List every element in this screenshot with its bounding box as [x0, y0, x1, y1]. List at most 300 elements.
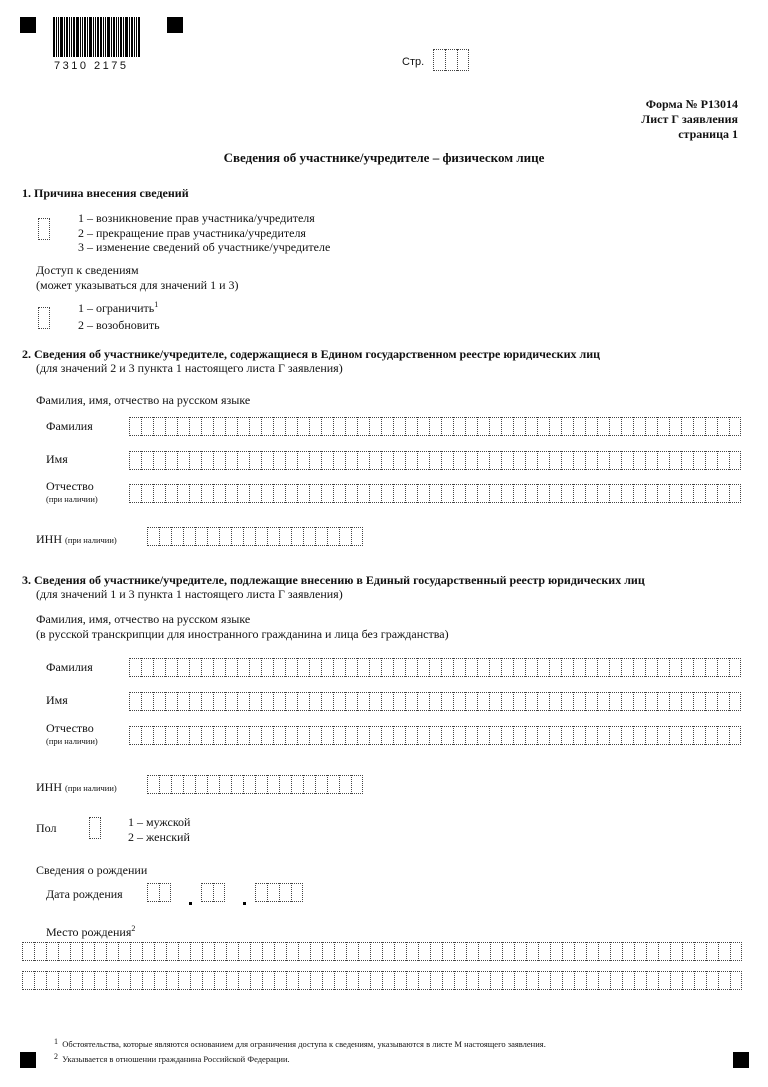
char-cell[interactable] — [147, 527, 159, 546]
char-cell[interactable] — [658, 971, 670, 990]
char-cell[interactable] — [405, 658, 417, 677]
char-cell[interactable] — [537, 692, 549, 711]
char-cell[interactable] — [561, 726, 573, 745]
char-cell[interactable] — [597, 417, 609, 436]
char-cell[interactable] — [345, 451, 357, 470]
char-cell[interactable] — [357, 417, 369, 436]
access-code-cell[interactable] — [38, 307, 50, 329]
char-cell[interactable] — [274, 971, 286, 990]
char-cell[interactable] — [393, 484, 405, 503]
char-cell[interactable] — [405, 484, 417, 503]
char-cell[interactable] — [334, 971, 346, 990]
char-cell[interactable] — [321, 417, 333, 436]
char-cell[interactable] — [141, 451, 153, 470]
char-cell[interactable] — [285, 658, 297, 677]
char-cell[interactable] — [321, 451, 333, 470]
char-cell[interactable] — [201, 883, 213, 902]
char-cell[interactable] — [237, 417, 249, 436]
char-cell[interactable] — [189, 484, 201, 503]
char-cell[interactable] — [573, 692, 585, 711]
char-cell[interactable] — [597, 451, 609, 470]
char-cell[interactable] — [334, 942, 346, 961]
char-cell[interactable] — [213, 484, 225, 503]
char-cell[interactable] — [489, 484, 501, 503]
char-cell[interactable] — [610, 942, 622, 961]
char-cell[interactable] — [346, 942, 358, 961]
char-cell[interactable] — [418, 942, 430, 961]
char-cell[interactable] — [129, 451, 141, 470]
birth-place-input-row1[interactable] — [22, 942, 742, 961]
char-cell[interactable] — [189, 692, 201, 711]
char-cell[interactable] — [406, 971, 418, 990]
char-cell[interactable] — [249, 726, 261, 745]
char-cell[interactable] — [333, 692, 345, 711]
char-cell[interactable] — [201, 692, 213, 711]
char-cell[interactable] — [537, 484, 549, 503]
char-cell[interactable] — [693, 451, 705, 470]
char-cell[interactable] — [129, 417, 141, 436]
char-cell[interactable] — [669, 417, 681, 436]
char-cell[interactable] — [225, 726, 237, 745]
char-cell[interactable] — [195, 775, 207, 794]
char-cell[interactable] — [285, 484, 297, 503]
char-cell[interactable] — [453, 451, 465, 470]
char-cell[interactable] — [333, 658, 345, 677]
char-cell[interactable] — [669, 451, 681, 470]
char-cell[interactable] — [214, 971, 226, 990]
char-cell[interactable] — [489, 692, 501, 711]
char-cell[interactable] — [153, 417, 165, 436]
char-cell[interactable] — [585, 658, 597, 677]
char-cell[interactable] — [202, 971, 214, 990]
char-cell[interactable] — [573, 417, 585, 436]
char-cell[interactable] — [513, 692, 525, 711]
char-cell[interactable] — [694, 971, 706, 990]
char-cell[interactable] — [633, 484, 645, 503]
char-cell[interactable] — [345, 484, 357, 503]
char-cell[interactable] — [225, 484, 237, 503]
char-cell[interactable] — [333, 484, 345, 503]
char-cell[interactable] — [513, 658, 525, 677]
char-cell[interactable] — [165, 417, 177, 436]
char-cell[interactable] — [297, 726, 309, 745]
char-cell[interactable] — [622, 971, 634, 990]
char-cell[interactable] — [358, 971, 370, 990]
char-cell[interactable] — [466, 971, 478, 990]
char-cell[interactable] — [621, 451, 633, 470]
char-cell[interactable] — [621, 658, 633, 677]
char-cell[interactable] — [267, 775, 279, 794]
char-cell[interactable] — [502, 942, 514, 961]
char-cell[interactable] — [190, 942, 202, 961]
char-cell[interactable] — [207, 775, 219, 794]
char-cell[interactable] — [393, 451, 405, 470]
char-cell[interactable] — [291, 883, 303, 902]
char-cell[interactable] — [501, 451, 513, 470]
char-cell[interactable] — [453, 726, 465, 745]
char-cell[interactable] — [561, 484, 573, 503]
char-cell[interactable] — [477, 692, 489, 711]
char-cell[interactable] — [393, 692, 405, 711]
char-cell[interactable] — [357, 658, 369, 677]
char-cell[interactable] — [285, 417, 297, 436]
char-cell[interactable] — [729, 692, 741, 711]
char-cell[interactable] — [231, 527, 243, 546]
char-cell[interactable] — [339, 527, 351, 546]
char-cell[interactable] — [165, 451, 177, 470]
char-cell[interactable] — [561, 417, 573, 436]
char-cell[interactable] — [166, 971, 178, 990]
char-cell[interactable] — [238, 971, 250, 990]
char-cell[interactable] — [705, 451, 717, 470]
birth-year-input[interactable] — [255, 883, 303, 902]
char-cell[interactable] — [669, 658, 681, 677]
char-cell[interactable] — [657, 726, 669, 745]
char-cell[interactable] — [183, 527, 195, 546]
char-cell[interactable] — [453, 658, 465, 677]
char-cell[interactable] — [327, 527, 339, 546]
char-cell[interactable] — [106, 942, 118, 961]
char-cell[interactable] — [717, 658, 729, 677]
char-cell[interactable] — [273, 417, 285, 436]
char-cell[interactable] — [718, 971, 730, 990]
new-inn-input[interactable] — [147, 775, 363, 794]
char-cell[interactable] — [303, 775, 315, 794]
char-cell[interactable] — [405, 451, 417, 470]
char-cell[interactable] — [405, 692, 417, 711]
surname-input[interactable] — [129, 417, 741, 436]
name-input[interactable] — [129, 451, 741, 470]
char-cell[interactable] — [658, 942, 670, 961]
char-cell[interactable] — [153, 726, 165, 745]
char-cell[interactable] — [58, 942, 70, 961]
char-cell[interactable] — [178, 971, 190, 990]
char-cell[interactable] — [370, 942, 382, 961]
char-cell[interactable] — [189, 658, 201, 677]
char-cell[interactable] — [441, 484, 453, 503]
char-cell[interactable] — [670, 971, 682, 990]
char-cell[interactable] — [525, 484, 537, 503]
char-cell[interactable] — [261, 484, 273, 503]
char-cell[interactable] — [382, 942, 394, 961]
char-cell[interactable] — [417, 658, 429, 677]
char-cell[interactable] — [537, 726, 549, 745]
char-cell[interactable] — [465, 692, 477, 711]
char-cell[interactable] — [94, 971, 106, 990]
char-cell[interactable] — [585, 692, 597, 711]
char-cell[interactable] — [201, 658, 213, 677]
char-cell[interactable] — [177, 692, 189, 711]
char-cell[interactable] — [351, 775, 363, 794]
char-cell[interactable] — [171, 527, 183, 546]
char-cell[interactable] — [441, 658, 453, 677]
char-cell[interactable] — [646, 971, 658, 990]
char-cell[interactable] — [441, 692, 453, 711]
char-cell[interactable] — [537, 658, 549, 677]
char-cell[interactable] — [309, 658, 321, 677]
char-cell[interactable] — [118, 971, 130, 990]
char-cell[interactable] — [514, 942, 526, 961]
char-cell[interactable] — [682, 971, 694, 990]
char-cell[interactable] — [477, 726, 489, 745]
char-cell[interactable] — [261, 658, 273, 677]
char-cell[interactable] — [681, 451, 693, 470]
char-cell[interactable] — [243, 527, 255, 546]
char-cell[interactable] — [682, 942, 694, 961]
char-cell[interactable] — [717, 417, 729, 436]
char-cell[interactable] — [357, 484, 369, 503]
char-cell[interactable] — [249, 692, 261, 711]
char-cell[interactable] — [609, 484, 621, 503]
char-cell[interactable] — [225, 451, 237, 470]
char-cell[interactable] — [213, 692, 225, 711]
char-cell[interactable] — [315, 775, 327, 794]
char-cell[interactable] — [226, 942, 238, 961]
char-cell[interactable] — [477, 484, 489, 503]
char-cell[interactable] — [309, 726, 321, 745]
char-cell[interactable] — [142, 942, 154, 961]
char-cell[interactable] — [267, 883, 279, 902]
char-cell[interactable] — [525, 692, 537, 711]
char-cell[interactable] — [249, 451, 261, 470]
char-cell[interactable] — [261, 726, 273, 745]
char-cell[interactable] — [273, 658, 285, 677]
char-cell[interactable] — [165, 692, 177, 711]
char-cell[interactable] — [381, 484, 393, 503]
char-cell[interactable] — [141, 417, 153, 436]
char-cell[interactable] — [238, 942, 250, 961]
char-cell[interactable] — [621, 726, 633, 745]
char-cell[interactable] — [129, 726, 141, 745]
char-cell[interactable] — [153, 692, 165, 711]
char-cell[interactable] — [183, 775, 195, 794]
char-cell[interactable] — [237, 484, 249, 503]
inn-input[interactable] — [147, 527, 363, 546]
char-cell[interactable] — [249, 417, 261, 436]
char-cell[interactable] — [178, 942, 190, 961]
char-cell[interactable] — [609, 726, 621, 745]
char-cell[interactable] — [297, 658, 309, 677]
char-cell[interactable] — [586, 942, 598, 961]
char-cell[interactable] — [574, 971, 586, 990]
char-cell[interactable] — [189, 726, 201, 745]
char-cell[interactable] — [538, 942, 550, 961]
char-cell[interactable] — [705, 417, 717, 436]
char-cell[interactable] — [82, 942, 94, 961]
char-cell[interactable] — [226, 971, 238, 990]
char-cell[interactable] — [273, 484, 285, 503]
char-cell[interactable] — [321, 484, 333, 503]
char-cell[interactable] — [562, 942, 574, 961]
char-cell[interactable] — [129, 658, 141, 677]
char-cell[interactable] — [171, 775, 183, 794]
char-cell[interactable] — [262, 942, 274, 961]
new-name-input[interactable] — [129, 692, 741, 711]
char-cell[interactable] — [693, 417, 705, 436]
char-cell[interactable] — [177, 451, 189, 470]
char-cell[interactable] — [417, 484, 429, 503]
char-cell[interactable] — [609, 692, 621, 711]
char-cell[interactable] — [453, 484, 465, 503]
char-cell[interactable] — [549, 484, 561, 503]
char-cell[interactable] — [681, 417, 693, 436]
char-cell[interactable] — [645, 726, 657, 745]
char-cell[interactable] — [610, 971, 622, 990]
char-cell[interactable] — [255, 775, 267, 794]
char-cell[interactable] — [327, 775, 339, 794]
char-cell[interactable] — [693, 726, 705, 745]
char-cell[interactable] — [681, 484, 693, 503]
char-cell[interactable] — [681, 692, 693, 711]
char-cell[interactable] — [609, 451, 621, 470]
char-cell[interactable] — [291, 527, 303, 546]
char-cell[interactable] — [369, 417, 381, 436]
char-cell[interactable] — [106, 971, 118, 990]
char-cell[interactable] — [489, 658, 501, 677]
char-cell[interactable] — [118, 942, 130, 961]
char-cell[interactable] — [309, 692, 321, 711]
char-cell[interactable] — [381, 726, 393, 745]
char-cell[interactable] — [705, 658, 717, 677]
char-cell[interactable] — [357, 451, 369, 470]
char-cell[interactable] — [70, 942, 82, 961]
char-cell[interactable] — [195, 527, 207, 546]
char-cell[interactable] — [345, 692, 357, 711]
char-cell[interactable] — [279, 775, 291, 794]
char-cell[interactable] — [645, 658, 657, 677]
char-cell[interactable] — [321, 658, 333, 677]
char-cell[interactable] — [597, 484, 609, 503]
char-cell[interactable] — [574, 942, 586, 961]
char-cell[interactable] — [478, 942, 490, 961]
char-cell[interactable] — [729, 726, 741, 745]
char-cell[interactable] — [357, 726, 369, 745]
char-cell[interactable] — [315, 527, 327, 546]
char-cell[interactable] — [298, 971, 310, 990]
char-cell[interactable] — [369, 692, 381, 711]
char-cell[interactable] — [130, 942, 142, 961]
char-cell[interactable] — [693, 484, 705, 503]
char-cell[interactable] — [645, 484, 657, 503]
char-cell[interactable] — [274, 942, 286, 961]
char-cell[interactable] — [357, 692, 369, 711]
char-cell[interactable] — [351, 527, 363, 546]
char-cell[interactable] — [153, 658, 165, 677]
char-cell[interactable] — [333, 417, 345, 436]
char-cell[interactable] — [141, 726, 153, 745]
char-cell[interactable] — [153, 484, 165, 503]
char-cell[interactable] — [633, 658, 645, 677]
char-cell[interactable] — [454, 971, 466, 990]
char-cell[interactable] — [646, 942, 658, 961]
char-cell[interactable] — [82, 971, 94, 990]
char-cell[interactable] — [189, 417, 201, 436]
char-cell[interactable] — [633, 726, 645, 745]
char-cell[interactable] — [465, 417, 477, 436]
char-cell[interactable] — [190, 971, 202, 990]
char-cell[interactable] — [633, 451, 645, 470]
char-cell[interactable] — [549, 692, 561, 711]
char-cell[interactable] — [201, 451, 213, 470]
char-cell[interactable] — [369, 484, 381, 503]
char-cell[interactable] — [526, 942, 538, 961]
char-cell[interactable] — [177, 484, 189, 503]
char-cell[interactable] — [267, 527, 279, 546]
char-cell[interactable] — [237, 726, 249, 745]
char-cell[interactable] — [345, 658, 357, 677]
birth-day-input[interactable] — [147, 883, 171, 902]
char-cell[interactable] — [597, 726, 609, 745]
char-cell[interactable] — [279, 527, 291, 546]
char-cell[interactable] — [489, 451, 501, 470]
char-cell[interactable] — [381, 658, 393, 677]
char-cell[interactable] — [442, 942, 454, 961]
char-cell[interactable] — [213, 417, 225, 436]
char-cell[interactable] — [501, 658, 513, 677]
char-cell[interactable] — [609, 658, 621, 677]
char-cell[interactable] — [273, 692, 285, 711]
char-cell[interactable] — [255, 883, 267, 902]
char-cell[interactable] — [489, 726, 501, 745]
char-cell[interactable] — [243, 775, 255, 794]
char-cell[interactable] — [538, 971, 550, 990]
char-cell[interactable] — [46, 971, 58, 990]
char-cell[interactable] — [297, 692, 309, 711]
char-cell[interactable] — [717, 451, 729, 470]
char-cell[interactable] — [621, 692, 633, 711]
char-cell[interactable] — [22, 971, 34, 990]
char-cell[interactable] — [279, 883, 291, 902]
char-cell[interactable] — [154, 971, 166, 990]
birth-month-input[interactable] — [201, 883, 225, 902]
char-cell[interactable] — [549, 658, 561, 677]
char-cell[interactable] — [285, 726, 297, 745]
char-cell[interactable] — [370, 971, 382, 990]
char-cell[interactable] — [669, 484, 681, 503]
char-cell[interactable] — [705, 484, 717, 503]
char-cell[interactable] — [729, 417, 741, 436]
char-cell[interactable] — [225, 417, 237, 436]
char-cell[interactable] — [561, 451, 573, 470]
char-cell[interactable] — [94, 942, 106, 961]
char-cell[interactable] — [237, 451, 249, 470]
char-cell[interactable] — [273, 451, 285, 470]
char-cell[interactable] — [345, 417, 357, 436]
char-cell[interactable] — [489, 417, 501, 436]
char-cell[interactable] — [453, 417, 465, 436]
char-cell[interactable] — [369, 451, 381, 470]
char-cell[interactable] — [130, 971, 142, 990]
char-cell[interactable] — [621, 484, 633, 503]
char-cell[interactable] — [250, 971, 262, 990]
char-cell[interactable] — [429, 726, 441, 745]
char-cell[interactable] — [418, 971, 430, 990]
char-cell[interactable] — [285, 692, 297, 711]
char-cell[interactable] — [585, 726, 597, 745]
char-cell[interactable] — [586, 971, 598, 990]
char-cell[interactable] — [249, 484, 261, 503]
char-cell[interactable] — [394, 942, 406, 961]
char-cell[interactable] — [730, 942, 742, 961]
char-cell[interactable] — [718, 942, 730, 961]
char-cell[interactable] — [729, 451, 741, 470]
char-cell[interactable] — [657, 451, 669, 470]
char-cell[interactable] — [490, 971, 502, 990]
char-cell[interactable] — [429, 658, 441, 677]
char-cell[interactable] — [262, 971, 274, 990]
char-cell[interactable] — [645, 692, 657, 711]
char-cell[interactable] — [466, 942, 478, 961]
